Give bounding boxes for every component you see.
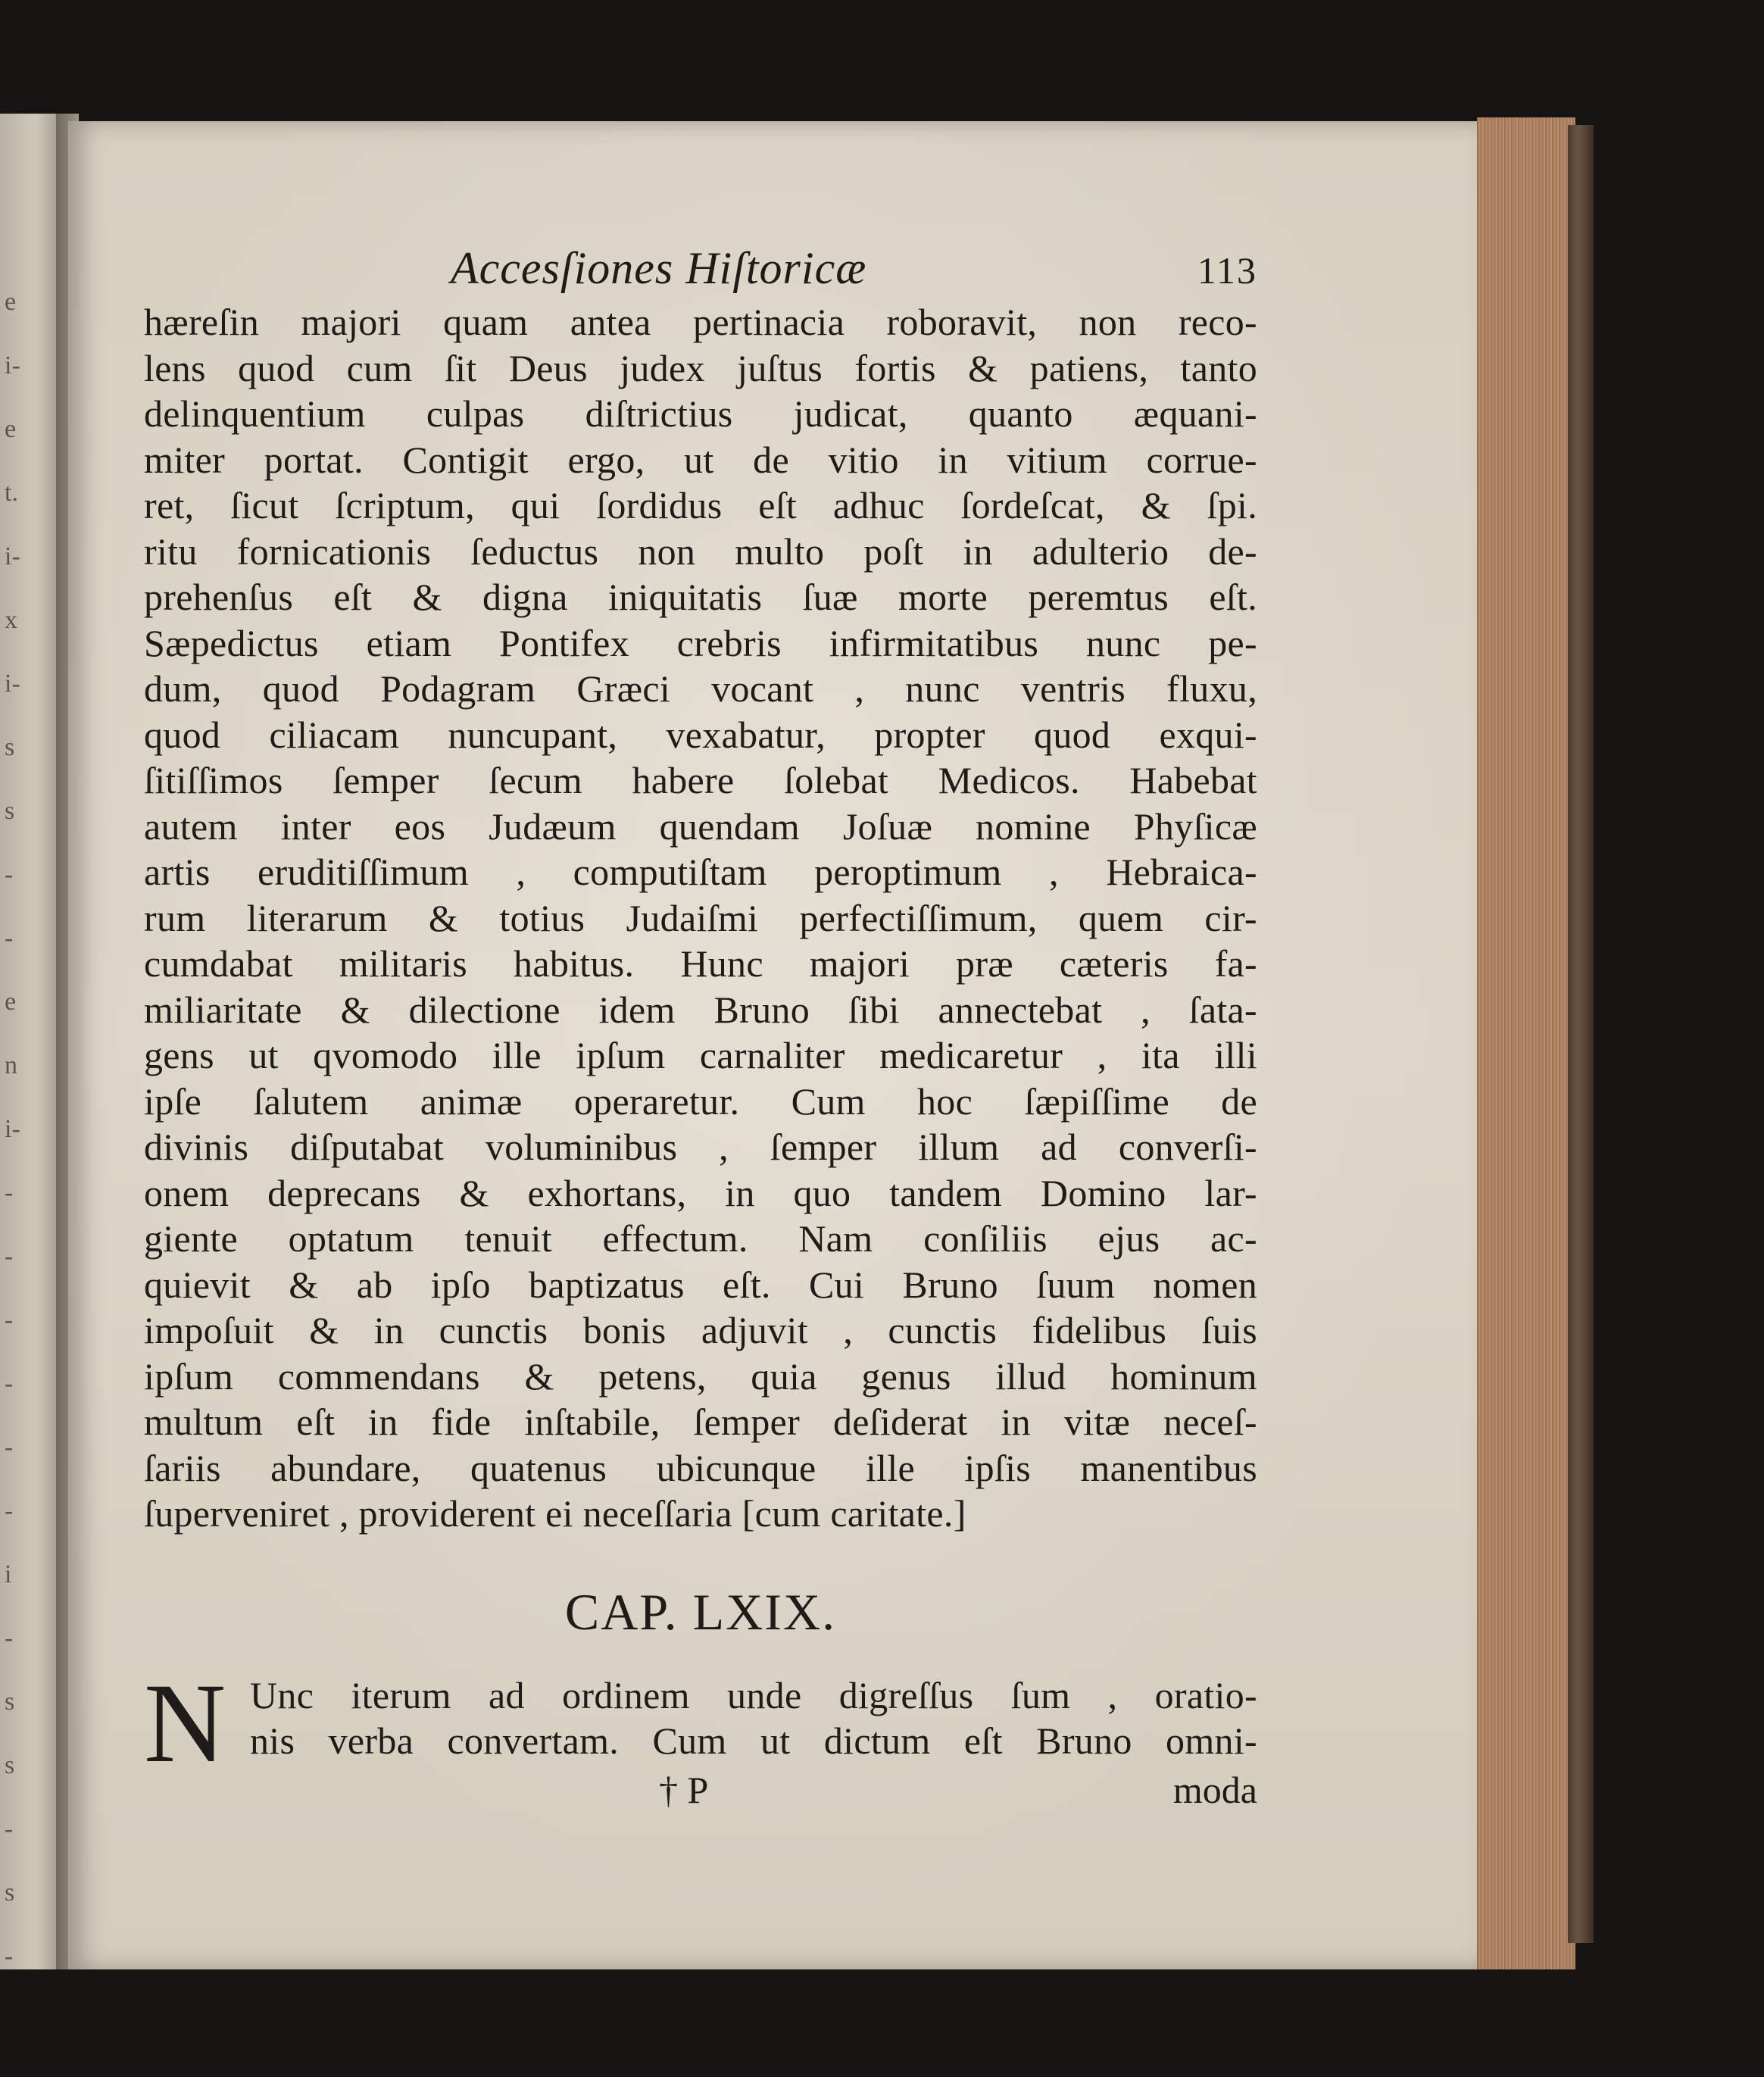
left-page-fragment: x	[5, 606, 17, 634]
left-page-fragment: -	[5, 1370, 14, 1398]
text-line: ipſe ſalutem animæ operaretur. Cum hoc ſæpiſſime de	[144, 1079, 1257, 1123]
text-line: onem deprecans & exhortans, in quo tandem Domino lar-	[144, 1171, 1257, 1214]
text-line: ret, ſicut ſcriptum, qui ſordidus eſt adhuc ſordeſcat, & ſpi.	[144, 484, 1257, 526]
signature-mark: † P	[659, 1768, 709, 1811]
text-line: cumdabat militaris habitus. Hunc majori præ cæteris fa-	[144, 942, 1257, 985]
left-page-fragment: i-	[5, 1115, 20, 1143]
left-page-fragment: -	[5, 924, 14, 952]
chapter-heading: CAP. LXIX.	[564, 1582, 837, 1641]
text-line: gens ut qvomodo ille ipſum carnaliter medicaretur , ita illi	[144, 1034, 1257, 1076]
text-line: artis eruditiſſimum , computiſtam peroptimum , Hebraica-	[144, 851, 1257, 893]
drop-cap: N	[144, 1660, 226, 1786]
left-page-fragment: t.	[5, 479, 18, 507]
left-page-fragment: e	[5, 988, 17, 1016]
left-page-fragment: -	[5, 1497, 14, 1525]
left-page-fragment: s	[5, 733, 15, 761]
page-block-edge	[1477, 117, 1575, 1969]
text-line: miter portat. Contigit ergo, ut de vitio in vitium corrue-	[144, 438, 1257, 481]
body-text	[144, 299, 1257, 1537]
left-page-fragment: s	[5, 797, 15, 825]
opening-line: Unc iterum ad ordinem unde digreſſus ſum , oratio-	[250, 1673, 1257, 1716]
text-line: rum literarum & totius Judaiſmi perfectiſſimum, quem cir-	[144, 896, 1257, 939]
text-line: multum eſt in fide inſtabile, ſemper deſiderat in vitæ neceſ-	[144, 1401, 1257, 1443]
left-page-fragment: e	[5, 415, 17, 443]
text-line: ritu fornicationis ſeductus non multo poſt in adulterio de-	[144, 529, 1257, 573]
chapter-opening	[144, 1660, 1257, 1786]
left-page-fragment: -	[5, 1306, 14, 1334]
text-line: lens quod cum ſit Deus judex juſtus fortis & patiens, tanto	[144, 346, 1257, 389]
text-line: delinquentium culpas diſtrictius judicat, quanto æquani-	[144, 392, 1257, 435]
opening-line: nis verba convertam. Cum ut dictum eſt Bruno omni-	[250, 1719, 1257, 1762]
page-number: 113	[1197, 249, 1257, 292]
left-page-fragment: -	[5, 1942, 14, 1970]
text-line: hæreſin majori quam antea pertinacia roboravit, non reco-	[144, 301, 1257, 343]
left-page-fragment: e	[5, 288, 17, 316]
running-head: Accesſiones Hiſtoricæ	[451, 243, 867, 293]
text-line: quievit & ab ipſo baptizatus eſt. Cui Bruno ſuum nomen	[144, 1263, 1257, 1306]
left-page-fragment: i	[5, 1560, 12, 1588]
left-page-fragment: s	[5, 1688, 15, 1716]
book-cover-edge	[1568, 125, 1594, 1943]
catchword: moda	[1172, 1768, 1257, 1811]
left-page-fragment: i-	[5, 670, 20, 698]
text-line: miliaritate & dilectione idem Bruno ſibi annectebat , ſata-	[144, 988, 1257, 1031]
page-footer	[144, 1767, 1257, 1813]
left-page-fragment: -	[5, 860, 14, 889]
left-page-fragment: i-	[5, 542, 20, 570]
text-line: ipſum commendans & petens, quia genus illud hominum	[144, 1354, 1257, 1398]
left-page-fragment: -	[5, 1179, 14, 1207]
left-page-fragment: s	[5, 1751, 15, 1779]
left-page-fragment: -	[5, 1242, 14, 1270]
text-block	[144, 242, 1257, 1813]
text-line: autem inter eos Judæum quendam Joſuæ nomine Phyſicæ	[144, 804, 1257, 848]
text-line: Sæpedictus etiam Pontifex crebris infirmitatibus nunc pe-	[144, 621, 1257, 664]
left-page-fragment: n	[5, 1051, 17, 1079]
text-line: ſuperveniret , providerent ei neceſſaria [cum caritate.]	[144, 1492, 966, 1535]
left-page-fragment: s	[5, 1879, 15, 1907]
text-line: ſitiſſimos ſemper ſecum habere ſolebat Medicos. Habebat	[144, 759, 1257, 801]
page-header	[144, 242, 1257, 295]
text-line: divinis diſputabat voluminibus , ſemper illum ad converſi-	[144, 1126, 1257, 1168]
left-page-fragment: -	[5, 1815, 14, 1843]
text-line: giente optatum tenuit effectum. Nam conſiliis ejus ac-	[144, 1217, 1257, 1260]
left-page-gutter	[0, 114, 59, 1969]
text-line: dum, quod Podagram Græci vocant , nunc ventris fluxu,	[144, 667, 1257, 710]
text-line: impoſuit & in cunctis bonis adjuvit , cunctis fidelibus ſuis	[144, 1309, 1257, 1351]
left-page-fragment: -	[5, 1624, 14, 1652]
left-page-fragment: i-	[5, 351, 20, 379]
left-page-fragment: -	[5, 1433, 14, 1461]
text-line: prehenſus eſt & digna iniquitatis ſuæ morte peremtus eſt.	[144, 576, 1257, 618]
text-line: ſariis abundare, quatenus ubicunque ille ipſis manentibus	[144, 1446, 1257, 1489]
text-line: quod ciliacam nuncupant, vexabatur, propter quod exqui-	[144, 713, 1257, 756]
